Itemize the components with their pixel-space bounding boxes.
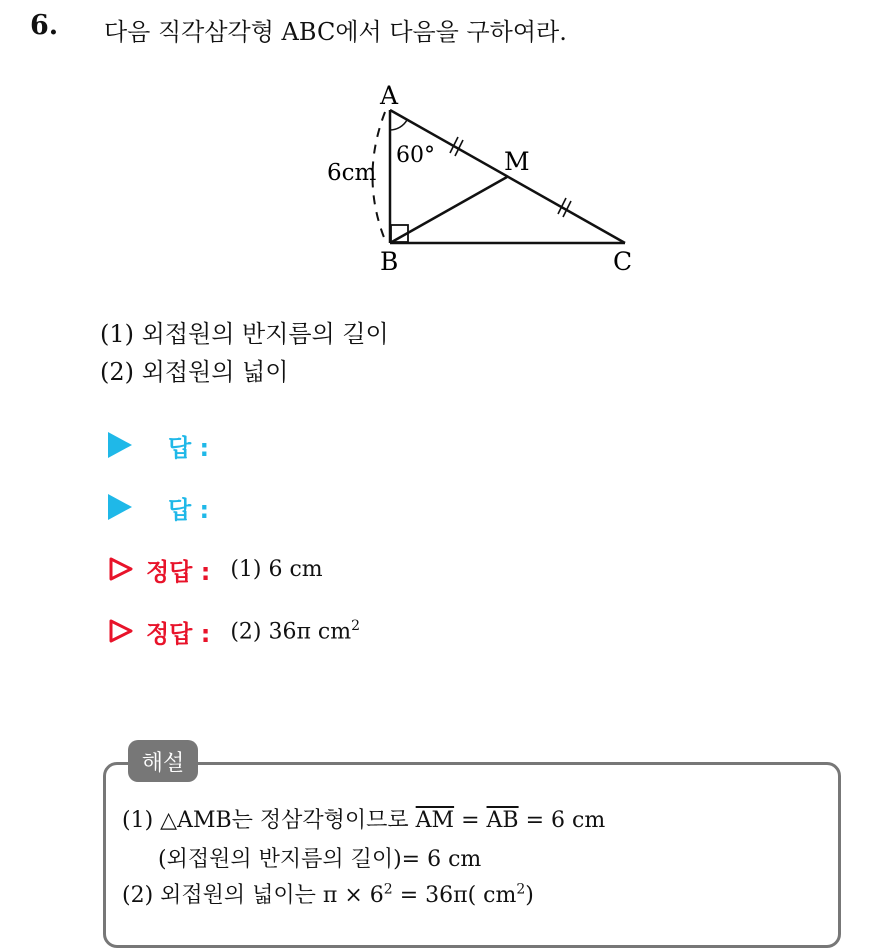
vertex-a-label: A — [380, 81, 399, 110]
subquestion-2-text: 외접원의 넓이 — [141, 358, 289, 386]
outline-play-icon — [108, 556, 134, 582]
correct-value-1: (1) 6 cm — [230, 556, 323, 582]
solution-line-2: (외접원의 반지름의 길이)= 6 cm — [158, 847, 482, 872]
question-text: 다음 직각삼각형 ABC에서 다음을 구하여라. — [104, 18, 567, 46]
solution-line-1 — [122, 803, 605, 834]
answer-row-2[interactable] — [108, 489, 209, 525]
subquestion-2-num: (2) — [100, 358, 134, 386]
vertex-m-label: M — [504, 147, 530, 176]
correct-answer-row-2 — [108, 613, 360, 649]
correct-value-2-exp: 2 — [351, 617, 361, 634]
solution-line-3 — [122, 878, 534, 909]
segment-am: $\overline{AM}$ — [415, 808, 455, 833]
answer-label-1: 답 : — [168, 433, 210, 462]
correct-value-2 — [230, 618, 360, 644]
correct-label-2: 정답 : — [146, 619, 211, 648]
solution-line-3-exp1: 2 — [383, 881, 393, 898]
vertex-b-label: B — [380, 247, 399, 276]
solution-tag: 해설 — [128, 740, 198, 782]
solution-line-3-mid: = 36π( cm — [392, 883, 517, 908]
subquestion-2 — [100, 352, 288, 387]
play-icon — [108, 494, 132, 520]
angle-arc — [390, 120, 407, 130]
correct-value-2-text: (2) 36π cm — [230, 619, 352, 645]
answer-label-2: 답 : — [168, 495, 210, 524]
side-length-label: 6cm — [327, 160, 377, 186]
segment-ab: $\overline{AB}$ — [486, 808, 519, 833]
subquestion-1-text: 외접원의 반지름의 길이 — [141, 320, 389, 348]
answer-row-1[interactable] — [108, 427, 209, 463]
solution-line-3-exp2: 2 — [516, 881, 526, 898]
solution-line-3-prefix: (2) 외접원의 넓이는 π × 6 — [122, 883, 384, 908]
solution-line-1-eq: = — [461, 808, 480, 833]
solution-line-1-tail: = 6 cm — [525, 808, 606, 833]
solution-line-3-end: ) — [525, 883, 534, 908]
angle-label: 60° — [396, 143, 435, 168]
triangle-figure — [300, 80, 660, 280]
question-number: 6. — [30, 10, 59, 41]
solution-line-1-prefix: (1) △AMB는 정삼각형이므로 — [122, 808, 409, 833]
subquestion-1-num: (1) — [100, 320, 134, 348]
subquestion-1 — [100, 314, 389, 349]
outline-play-icon — [108, 618, 134, 644]
correct-answer-row-1 — [108, 551, 323, 587]
correct-label-1: 정답 : — [146, 557, 211, 586]
play-icon — [108, 432, 132, 458]
vertex-c-label: C — [613, 247, 633, 276]
